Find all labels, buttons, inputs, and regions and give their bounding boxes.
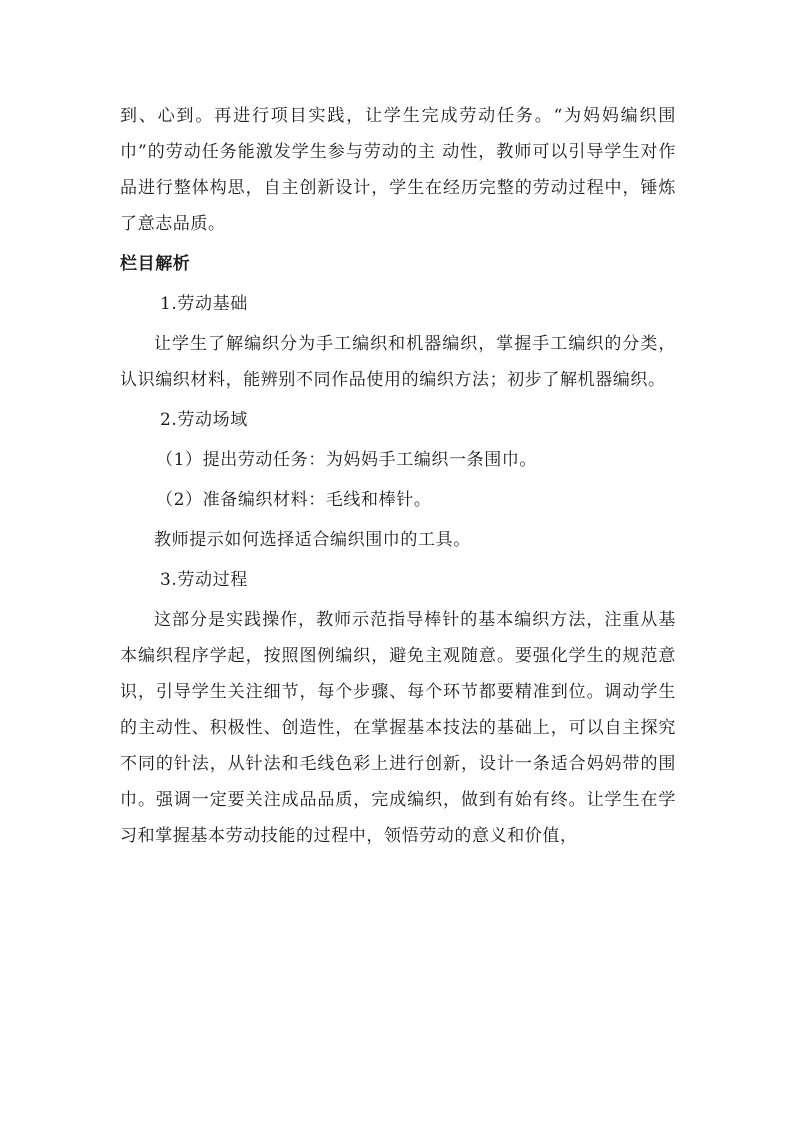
item3-body: 这部分是实践操作，教师示范指导棒针的基本编织方法，注重从基本编织程序学起，按照图例编织，避免主观随意。要强化学生的规范意识，引导学生关注细节，每个步骤、每个环节都要精准到位。调动学生的主动性、积极性、创造性，在掌握基本技法的基础上，可以自主探究不同的针法，从针法和毛线色彩上进行创新，设计一条适合妈妈带的围巾。强调一定要关注成品品质，完成编织，做到有始有终。让学生在学习和掌握基本劳动技能的过程中，领悟劳动的意义和价值，	[120, 610, 676, 846]
item2-sub1: （1）提出劳动任务：为妈妈手工编织一条围巾。	[156, 450, 538, 470]
item2-sub2: （2）准备编织材料：毛线和棒针。	[156, 490, 432, 510]
document-body	[120, 98, 676, 854]
item3-title: 3.劳动过程	[160, 570, 248, 590]
item2-note: 教师提示如何选择适合编织围巾的工具。	[154, 530, 471, 550]
item1-title: 1.劳动基础	[160, 294, 248, 314]
intro-paragraph: 到、心到。再进行项目实践，让学生完成劳动任务。“为妈妈编织围巾”的劳动任务能激发学生参与劳动的主 动性，教师可以引导学生对作品进行整体构思，自主创新设计，学生在经历完整的劳动过程中，锤炼了意志品质。	[120, 106, 676, 234]
item1-body: 让学生了解编织分为手工编织和机器编织，掌握手工编织的分类，认识编织材料，能辨别不同作品使用的编织方法；初步了解机器编织。	[120, 334, 676, 390]
section-heading: 栏目解析	[120, 254, 191, 274]
item2-title: 2.劳动场域	[160, 410, 248, 430]
